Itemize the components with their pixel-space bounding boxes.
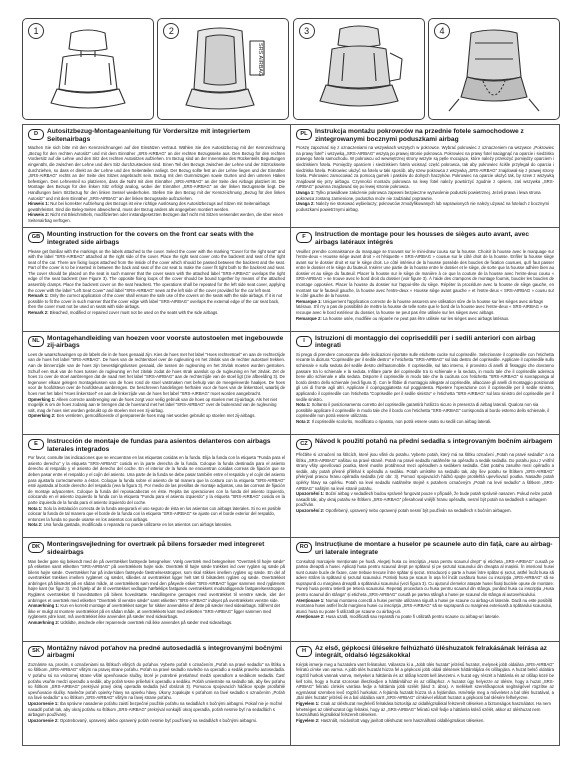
- note-2: Opmerking 2: Een versleten, gemodificeerde of gerepareerde hoes mag niet worden gebruikt op stoelen met zij-airbags.: [28, 413, 256, 419]
- figure-1: [22, 18, 154, 120]
- language-badge: D: [28, 129, 44, 140]
- section-title: Návod k použití potahů na přední sedadla s integrovaným bočním airbagem: [315, 438, 553, 445]
- figure-number: 3: [299, 23, 315, 39]
- language-badge: GB: [28, 232, 44, 243]
- language-badge: NL: [28, 336, 44, 347]
- figure-4: [428, 18, 560, 120]
- section-title: Autositzbezug-Montageanleitung für Vordersitze mit integriertem Seitenairbags: [47, 128, 251, 143]
- section-body: Lees de waarschuwingen op de labels die in de hoes genaaid zijn. Kies de hoes met het label "Hoes rechterstoel" en aan de rechterzijde van de hoes het label "SRS-AIRBAG". De hoes van de rechterstoel over de rugleuning en het zitvlak van de rechter autostoel trekken. Aan de binnenzijde van de hoes zijn bevestigingslussen genaaid, die tussen de rugleuning en het zitvlak moeten worden gestoken. Schuif een stuk van de hoes tussen de rugleuning en het zitvlak zodat de hoes strak aansluit op de rugleuning en het zitvlak. Zet de hoes zo over de stoel aanbrengen dat de naad met het label "SRS-AIRBAG" aan de rechterzijde van de stoel ligt (zie afbeelding 3). De tegenover elkaar gelegen montagelussen van de hoes rond de stoel vastmaken met behulp van de meegeleverde haakjes. De hoes voor de hoofdsteun over de hoofdsteun aanbrengen. De beschreven handelingen herhalen voor de hoes van de linkerstoel, waarbij de hoes met het label "Hoes linkerstoel" en aan de linkerzijde van de hoes het label "SRS-AIRBAG" moet worden aangebracht.: [28, 351, 285, 396]
- figure-number: 1: [28, 23, 44, 39]
- section-title: Mounting instruction for the covers on the front car seats with the integrated side airbags: [47, 231, 254, 246]
- section-body: Přečtěte si označení na štítcích, které jsou všité do potahu. Vyberte potah, který má na štítku označení „Potah na pravé sedadlo" a na štítku „SRS-AIRBAG" našitou na pravé straně. Potah na pravé sedadlo natáhněte na opěradlo a sedák sedadla. Do potahu jsou z vnitřní strany všity upevňovací poutka, které musíte protáhnout mezi opěradlem a sedákem sedadla. Část potahu zasuňte mezi opěradlo a sedák, aby potah přesně přiléhal k opěradlu a sedáku. Potah umístěte na sedadlo tak, aby šev potahu se štítkem „SRS-AIRBAG" překrýval pravou hranu opěradla sedadla (viz obr. 3). Pomocí spojovacích háčků spojte protilehlá upevňovací poutka. Nasaďte potah opěrky hlavy na opěrku. Potah na levé sedadlo natáhněte stejně s potahem označeným „Potah na levé sedadlo" a štítkem „SRS-AIRBAG" našitým na levé straně potahu.: [296, 452, 554, 491]
- section-dk: [23, 538, 291, 641]
- section-body: Consultați marcajele menționate pe husă. Alegeți husa cu inscripția „Husa pentru scaunul drept" și eticheta „SRS-AIRBAG" cusută pe partea dreaptă a husei. Aplicați husa pentru scaunul drept pe spătarul și pe șezutul scaunului din dreapta al mașinii. În interiorul husei sunt cusute bucle de fixare, care trebuie trecute între spătar și șezut. Introduceți o parte a husei între spătar și șezut, astfel încât husa să adere strâns la spătarul și șezutul scaunului. Potriviți husa pe scaun în așa fel încât cusătura husei cu inscripția „SRS-AIRBAG" să se suprapună cu marginea dreaptă a spătarului scaunului (vezi figura 3). Cu ajutorul clemelor atașate husei fixați buclele opuse de montare. Puneți husa pentru tetieră pe tetiera scaunului. Repetați procedura cu husa pentru scaunul din stânga, punând husa cu inscripția „Husa pentru scaunul din stânga" și eticheta „SRS-AIRBAG" cusută pe partea stângă a husei pe scaunul din stânga al autovehiculului.: [296, 558, 554, 598]
- note-2: Remark 2: Bleached, modified or repaired cover must not be used on the seats with the side airbags.: [28, 310, 219, 316]
- section-body: Proszę zapoznać się z oznaczeniami na wszywkach wszytych w pokrowce. Wybrać pokrowiec z oznaczeniem na wszywce „Pokrowiec na prawy fotel" i wszywką „SRS-AIRBAG" wszytą po prawej stronie pokrowca. Pokrowiec na prawy fotel naciągnąć na oparcie i siedzisko prawego fotela samochodu. W pokrowcu od wewnętrznej strony wszyte są pętle mocujące, które należy przełożyć pomiędzy oparciem i siedziskiem fotela. Pomiędzy oparciem i siedziskiem fotela wcisnąć część pokrowca, tak aby pokrowiec ściśle przylegał do oparcia i siedziska fotela. Pokrowiec ułożyć na fotelu w taki sposób, aby szew pokrowca z wszywką „SRS-AIRBAG" znajdował się z prawej strony fotela. Pokrowiec zamocować za pomocą gumek i pasków do dolnych haczyków. Pokrowiec na oparcie ułożyć tak, by szew z wszywką znajdował się przy airbagu. Czynności montażu pokrowca na lewy fotel należy powtórzyć zgodnie z opisem, zaś wszywka „SRS-AIRBAG" powinna znajdować się po lewej stronie pokrowca.: [296, 145, 554, 190]
- figure-3: [293, 18, 425, 120]
- section-f: [291, 228, 559, 331]
- note-1: Uwaga 1: Tylko prawidłowe założenie pokrowca zapewni bezpieczne wyzwolenie poduszki powietrznej. Jeżeli prawa i lewa strona pokrowca zostaną zamienione, poduszka może nie zadziałać poprawnie.: [296, 189, 541, 201]
- section-gb: [23, 228, 291, 331]
- note-2: Figyelem 2: Használt, módosított vagy javított üléshuzat nem használható oldallégzsákos üléseken.: [296, 717, 485, 723]
- note-1: Remarque 1: Uniquement l'application correcte de la housse assurera une utilisation sûre de la housse sur les sièges avec airbags latéraux. S'il n'y a pas de possibilité de mettre la housse de telle sorte que le bord de la housse avec l'entre-deux « SRS-AIRBAG » se recoupe avec le bord extérieur du dossier, la housse ne peut pas être utilisée sur les sièges avec airbags.: [296, 298, 549, 316]
- section-title: Instrucción de montaje de fundas para asientos delanteros con airbags laterales integrados: [47, 438, 271, 453]
- figure-number: 4: [434, 23, 450, 39]
- note-1: Opmerking 1: Alleen correcte aanbrenging van de hoes zorgt voor veilig gebruik van de hoes op stoelen met zij-airbags. Als het niet mogelijk is om de hoes zodanig aan te brengen dat de hoesrand met het label "SRS-AIRBAG" over de buitenrand van de rugleuning valt, mag de hoes niet worden gebruikt op de stoelen met een zij-airbag.: [28, 396, 278, 413]
- note-1: Anmærkning 1: Kun en korrekt montage af overtrækket sørger for sikker anvendelse af dette på sæder med sideairbags. Såfremt det ikke er muligt at montere overtrækket på en sådan måde, at overtrækkets kant med etiketten "SRS-AIRBAG" ligger sammen med ryglænets ydre kant, må overtrækket ikke anvendes på sæder med sideairbags.: [28, 603, 281, 620]
- section-body: Kérjük ismerje meg a huzatokra varrt feliratokat. Válassza ki a „Jobb ülés huzata" jelzésű huzatot, melynek jobb oldalára „SRS-AIRBAG" feliratú címke van varrva. A jobb ülés huzatát húzza fel a gépkocsi jobb oldali ülésének háttámlájára és ülőlapjára. A huzat belső oldalára rögzítő hurkok vannak varrva, melyeket a háttámla és az ülőlap között kell átvezetni. A huzat egy részét a háttámla és az ülőlap közé be kell tolni, hogy a huzat szorosan illeszkedjen a háttámlához és az ülőlaphoz. A huzatot úgy helyezze az ülésre, hogy a huzat „SRS-AIRBAG" feliratú címkés varrása fedje a háttámla jobb szélét (lásd 3. ábra). A mellékelt szerelőkapcsok segítségével rögzítse az egymással szemben levő rögzítő hurkokat. A fejtámla huzatát húzza rá a fejtámlára. Ismételje meg a műveletet a bal ülés huzatával, a „Bal ülés huzata" jelzésű és a bal oldalára varrt „SRS-AIRBAG" címkével ellátott huzatot a gépkocsi bal ülésére felhelyezve.: [296, 661, 554, 701]
- section-title: Montagehandleiding van hoezen voor voorste autostoelen met ingebouwde zij-airbags: [47, 334, 284, 350]
- language-badge: SK: [28, 646, 44, 657]
- section-body: Zoznámte sa, prosím, s označeniami na štítkoch všitých do poťahov. Vyberte poťah s označením „Poťah na pravé sedadlo" na štítku a so štítkom „SRS-AIRBAG" všitým na pravej strane poťahu. Poťah na pravé sedadlo navlečte na operadlo a sedák pravého autosedadla. V poťahu sú na vnútornej strane všité upevňovacie slučky, ktoré je potrebné pretiahnuť medzi operadlom a sedákom sedadla. Časť poťahu vsuňte medzi operadlo a sedák, aby poťah tesne priliehal k operadlu a sedáku. Poťah umiestnite na sedadlo tak, aby šev poťahu so štítkom „SRS-AIRBAG" prekrýval pravý okraj operadla sedadla (viď obrázok 3). Pomocou spojovacích háčikov spojte protiľahlé upevňovacie slučky. Navlečte poťah opierky hlavy na opierku hlavy. Úkony zopakujte s poťahom na ľavé sedadlo s označením „Poťah na ľavé sedadlo" a so štítkom „SRS-AIRBAG" všitým na ľavej strane poťahu.: [28, 661, 285, 701]
- seat-illustration: [23, 19, 153, 119]
- section-title: Instrukcja montażu pokrowców na przednie fotele samochodowe z zintegrowanymi bocznymi poduszkami airbag: [315, 128, 524, 143]
- note-2: Atenționare 2: Husa uzată, modificată sau reparată nu poate fi utilizată pentru scaune cu airbag-uri laterale.: [296, 614, 500, 620]
- note-2: Nota 2: Una funda gastada, modificada o reparada no puede utilizarse en los asientos con airbags laterales.: [28, 522, 233, 528]
- strap-fastening-illustration: [429, 19, 559, 119]
- note-2: Uwaga 2: Należy nie stosować wybielaczy; pokrowców zmodyfikowanych lub naprawionych nie należy używać na fotelach z bocznymi poduszkami powietrznymi airbag.: [296, 201, 550, 212]
- section-title: Monteringsvejledning for overtræk på bilens forsæder med integreret sideairbags: [47, 541, 265, 556]
- section-body: Please get familiar with the markings on the labels attached to the cover. Select the cover with the marking "Cover for the right seat" and with the label "SRS-AIRBAG" attached at the right side of the cover. Place the right seat cover onto the backrest and seat of the right seat of the car. There are fixing loops attached from the inside of the cover which should be passed between the backrest and the seat. Part of the cover is to be inserted in between the back and seat of the car seat to make the cover fit tight both to the backrest and seat. The cover should be placed on the seat in such manner that the cover seam with the attached label "SRS-AIRBAG" overlaps the right edge of the seat backrest (see Figure 3). The opposite fixing loops of the cover should be bound together by means of the attached assembly clamps. Place the backrest cover on the seat headrest. The operations shall be repeated for the left side seat cover, applying the cover with the label "Left Seat Cover" and label "SRS-AIRBAG" sewn at the left side of the cover provided for the car left seat.: [28, 248, 285, 293]
- section-body: Si prega di prendere conoscenza delle indicazioni riportate sulle etichette cucite sul coprisedile. Selezionare il coprisedile con l'etichetta recante la dicitura "Coprisedile per il sedile destro" e l'etichetta "SRS-AIRBAG" sul lato destro del coprisedile. Applicare il coprisedile sullo schienale e sulla seduta del sedile destro dell'automobile. Il coprisedile, sul lato interno, è provvisto di anelli di fissaggio che dovranno passare tra lo schienale e la seduta. Infilare parte del coprisedile tra lo schienale e la seduta, in modo tale che il coprisedile aderisca bene allo schienale e alla seduta. Disporre il coprisedile in modo tale che la cucitura con l'etichetta "SRS-AIRBAG" si sovrapponga al bordo destro dello schienale (vedi figura 3). Con le fibbie di montaggio allegate al coprisedile, allacciare gli anelli di montaggio posizionati gli uni di fronte agli altri. Applicare il coprigoggiatesta sul poggiatesta. Ripetere l'operazione con il coprisedile per il sedile sinistro, applicando il coprisedile con l'etichetta "Coprisedile per il sedile sinistro" e l'etichetta "SRS-AIRBAG" sul lato sinistro del coprisedile per il sedile sinistro.: [296, 351, 554, 402]
- section-body: Machen Sie sich bitte mit den Kennzeichnungen auf den Einsätzen vertraut. Wählen Sie den Autositzbezug mit der Kennzeichnung „Bezug für den rechten Autositz" und mit dem Einnäher „SRS-AIRBAG" an der rechten Bezugsseite aus. Den Bezug für den rechten Vordersitz auf die Lehne und den Sitz des rechten Autositzes aufziehen. Im Bezug sind an der Innenseite des Rückenteils Begurtungen eingenäht, die zwischen der Lehne und dem Sitz durchzustecken sind. Einen Teil des Bezugs zwischen der Lehne und der Sitzrückseite durchziehen, so dass er direkt an der Lehne und den Seitenteilen anliegt. Der Bezug sollte fest an der Lehne liegen und der Einnäher „SRS-AIRBAG" rechts an der Seite des Sitzes angebracht sein. Bezug mit den Gummizügen sowie Gurten und den unteren Haken befestigen. Den Lehnenteil so platzieren, dass die Naht mit dem Einnäher „SRS-AIRBAG" an der Seite des Airbags platziert ist. Die Montage des Bezugs für den linken Sitz erfolgt analog, wobei der Einnäher „SRS-AIRBAG" an der linken Bezugsseite liegt. Die Handlungen beim Sitzbezug für den linken Sessel wiederholen. Stellen Sie den Bezug mit der Kennzeichnung „Bezug für den linken Autositz" und mit dem Einnäher „SRS-AIRBAG" an der linken Bezugsseite aufzuziehen.: [28, 145, 285, 201]
- section-i: [291, 332, 559, 435]
- figure-2: [157, 18, 289, 120]
- language-badge: H: [296, 646, 312, 657]
- section-title: Montážny návod poťahov na predné autosedadlá s integrovanými bočnými airbagmi: [47, 644, 283, 660]
- note-2: Nota 2: Il coprisedile scolorito, modificato o riparato, non potrà essere usato su sedili con airbag laterali.: [296, 418, 492, 424]
- note-1: Upozornění 1: Boční airbag v sedadlech budou správně fungovat pouze v případě, že bude potah správně nasazen. Pokud nelze potah nasadit tak, aby okraj potahu se štítkem „SRS-AIRBAG" přesahoval vnější hranu opěradla, nesmí být potah na sedadlech s airbagem používán.: [296, 491, 553, 508]
- note-2: Hinweis 2: Nicht mit Bleichmitteln, modifizierten oder instandgesetzten Bezügen darf nicht mit Sitzen verwendet werden, die über einen Seitenairbag verfügen.: [28, 212, 284, 223]
- note-1: Hinweis 1: Nur bei korrekter Aufziehung des Bezugs ist eine richtige Auslösung des Autositzbezugs auf Sitzen mit Seitenairbags gewährleistet. Sind die Beleg-Seiten abweichend, muss der Bezug anders als angegeben montiert werden.: [28, 201, 270, 212]
- section-body: Veuillez prendre connaissance du marquage se trouvant sur le mini-draw cousu sur la housse. Choisir la housse avec le marquage sur l'entre-deux « Housse siège avant droit » et l'étiquette « SRS-AIRBAG » cousue sur le côté droit de la housse. Enfiler la housse siège avant sur le dossier droit et sur le siège droit. Le côté intérieur de la housse possède des boucles de fixation cousues, qu'il faut passer entre le dossier et le siège du fauteuil. Insérer une partie de la housse entre le dossier et le siège, de sorte que la housse adhère bien au dossier et au siège du fauteuil. Placer la housse sur le siège de manière à ce que la couture de la housse avec l'entre-deux cousu « SRS-AIRBAG » se trouve avec le bord droit du dossier (voir figure 3). À l'aide des crampons de montage fournis, boucler les boucles de montage opposées. Placer la housse du dossier sur l'appui-tête du siège. Répéter la procédure avec la housse de siège gauche, en montant sur le fauteuil gauche, la housse avec l'entre-deux « Housse siège avant gauche » et l'entre-deux « SRS-AIRBAG » cousu sur le côté gauche de la housse.: [296, 248, 554, 299]
- section-title: Instruction de montage pour les housses de sièges auto avant, avec airbags latéraux intégrés: [315, 231, 529, 246]
- section-d: [23, 125, 291, 228]
- instructions-grid: [22, 124, 560, 746]
- note-2: Upozornění 2: Opotřebený, upravený nebo opravený potah nesmí být používán na sedadlech s bočním airbagem.: [296, 507, 512, 513]
- section-sk: [23, 642, 291, 745]
- note-1: Nota 1: Solo la instalación correcta de la funda asegurará el uso seguro de ésta en los asientos con airbags laterales. Si no es posible colocar la funda de tal manera que el borde de la funda con la etiqueta "SRS-AIRBAG" se ajuste con el borde exterior del respaldo, entonces la funda no puede usarse en los asientos con airbags.: [28, 505, 282, 522]
- section-e: [23, 435, 291, 538]
- language-badge: F: [296, 232, 312, 243]
- language-badge: CZ: [296, 439, 312, 450]
- section-nl: [23, 332, 291, 435]
- section-body: Man beder gøre sig bekendt med de på overtrækket fastsyede betegnelser. Vælg overtræk med betegnelsen "Overtræk til højre sæde" på etiketten samt etiketten "SRS-AIRBAG" på overtrækkets højre side. Overtræk til højre sæde trækkes ind over ryglæn og sæde på bilens højre sæde. Overtrækket har på indersiden fastsyede fæstnelsesstropper, som skal stikkes imellem ryglæn og sæde. En del af overtrækket trækkes imellem ryglænet og sædet, således at overtrækket ligger helt tæt til bilsædets ryglæn og sæde. Overtrækket anbringes på bilsædet på en sådan måde, at overtrækkets søm med den påsyede etiket "SRS-AIRBAG" ligger sammen med ryglænets højre kant (se figur 3). Ved hjælp af de til overtrækket vedlagte hæfteklips fastgøres overtrækkets modsatliggende fastgørelsesstropper. Ryglæns overtrækket til hovedstøtten på bilens hovedstøtte. Handlingerne gentages med overtrækket til venstre sæde, idet der anbringes et overtræk med etiketten "Overtræk til venstre sæde" samt etiketten "SRS-AIRBAG" indsyet på overtrækkets venstre side.: [28, 558, 285, 603]
- section-pl: [291, 125, 559, 228]
- srs-airbag-tag: SRS AIRBAG: [257, 43, 264, 77]
- language-badge: DK: [28, 542, 44, 553]
- section-h: [291, 642, 559, 745]
- note-2: Remarque 2: La housse usée, modifiée ou réparée ne peut pas être utilisée sur les sièges avec airbags latéraux.: [296, 315, 510, 321]
- note-1: Atenționare 1: Numai montarea corectă a husei permite utilizarea sigură a husei pe scaune cu airbag-uri laterale. Dacă nu este posibilă montarea husei astfel încât marginea husei cu inscripția „SRS-AIRBAG" să se suprapună cu marginea exterioară a spătarului scaunului, atunci husa nu poate fi utilizată pe scaune cu airbag-uri.: [296, 597, 553, 614]
- section-ro: [291, 538, 559, 641]
- note-1: Nota 1: Soltanto il posizionamento corretto del coprisedile garantirà l'utilizzo sicuro in presenza di airbag laterali. Qualora non sia possibile applicare il coprisedile in modo tale che il bordo con l'etichetta "SRS-AIRBAG" corrisponda al bordo esterno dello schienale, il coprisedile non potrà essere utilizzato.: [296, 402, 550, 419]
- section-cz: [291, 435, 559, 538]
- section-title: Az első, gépkocsi ülésekre felhúzható üléshuzatok felrakásának leírása az integrált, oldalsó légzsákokkal: [315, 644, 547, 660]
- note-1: Upozornenie 1: Iba správne nasadenie poťahu zaistí bezpečné použitie poťahu na sedadlách s bočnými airbagmi. Pokiaľ nie je možné nasadiť poťah tak, aby okraj poťahu so štítkom „SRS-AIRBAG" prekrýval vonkajší okraj operadla, poťah nesmie byť na sedadlách s airbagom používaný.: [28, 701, 283, 718]
- section-title: Istruzioni di montaggio dei copriseddili per i sedili anteriori con airbag integrati: [315, 334, 536, 350]
- language-badge: RO: [296, 542, 312, 553]
- note-1: Remark 1: Only the correct application of the cover shall ensure the safe use of the covers on the seats with the side airbags. If it is not possible to fit the cover in such manner that the cover edge with label "SRS-AIRBAG" overlaps the external edge of the car seat back, then the cover must not be used on seats with side airbags.: [28, 293, 283, 310]
- note-1: Figyelem 1: Csak az üléshuzat megfelelő felrakása biztosítja az oldallégzsákkal felszerelt üléseken a biztonságos használatot. Ha nem lehetséges az üléshuzatot úgy felrakni, hogy az „SRS-AIRBAG" feliratú szél fedje a háttámla külső szélét, akkor az üléshuzat nem használható légzsákkal felszerelt üléseken.: [296, 701, 551, 718]
- language-badge: PL: [296, 129, 312, 140]
- section-title: Instrucțiune de montare a huselor pe scaunele auto din față, care au airbag-uri laterale integrate: [315, 541, 553, 556]
- language-badge: E: [28, 439, 44, 450]
- note-2: Upozornenie 2: Opotrebovaný, upravený alebo opravený poťah nesmie byť používaný na sedadlách s bočnými airbagmi.: [28, 717, 258, 723]
- figure-number: 2: [163, 23, 179, 39]
- section-body: Por favor, consulte las indicaciones que se encuentran en las etiquetas cosidas en la funda. Elija la funda con la etiqueta "Funda para el asiento derecho" y la etiqueta "SRS-AIRBAG" cosida en la parte derecha de la funda. Coloque la funda destinada para el asiento derecho al respaldo y el asiento del derecho del coche. En el interior de la funda se encuentran cosidas correas de fijación que se deben pasar entre el respaldo y el cojín del asiento. Una parte de la funda se debe pasar también entre el respaldo y el cojín del asiento para ajustarla correctamente a éstos. Coloque la funda sobre el asiento de tal manera que la costura con la etiqueta "SRS-AIRBAG" esté ajustada al borde derecho del respaldo (vea la figura 3). Por medio de las presillas de montaje adjuntas, una las correas de fijación de montaje adyacentes. Coloque la funda del reposacabezas en éste. Repita las operaciones con la funda del asiento izquierdo, colocando en el asiento izquierdo la funda con la etiqueta "Funda para el asiento izquierdo" y la etiqueta "SRS-AIRBAG" cosida en la parte izquierda de la funda para el asiento izquierdo del coche.: [28, 455, 285, 505]
- covered-seat-illustration: [294, 19, 424, 119]
- language-badge: I: [296, 336, 312, 347]
- illustration-strip: [22, 18, 560, 118]
- note-2: Anmærkning 2: Udslidte, ændrede eller reparerede overtræk må ikke anvendes på sæder med sideairbags.: [28, 620, 233, 626]
- seat-cover-illustration: [158, 19, 288, 119]
